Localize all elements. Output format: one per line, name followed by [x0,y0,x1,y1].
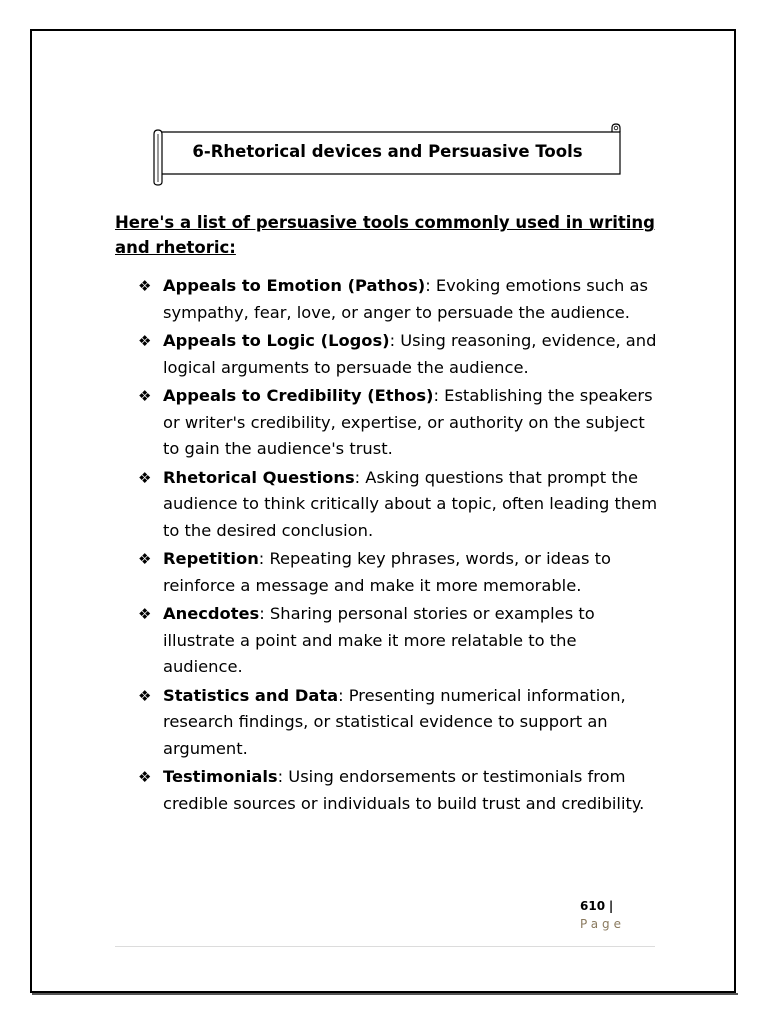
description: : Using endorsements or testimonials from credible sources or individuals to build trust and credibility. [163,767,645,813]
description: : Using reasoning, evidence, and logical arguments to persuade the audience. [163,331,657,377]
diamond-bullet-icon: ❖ [138,768,152,786]
diamond-bullet-icon: ❖ [138,332,152,350]
list-item [138,465,658,545]
term: Testimonials [163,767,278,786]
diamond-bullet-icon: ❖ [138,387,152,405]
intro-heading: Here's a list of persuasive tools commonly used in writing and rhetoric: [115,213,655,257]
list-item [138,546,658,599]
description: : Sharing personal stories or examples to illustrate a point and make it more relatable to the audience. [163,604,595,676]
footer-divider [115,946,655,947]
term: Rhetorical Questions [163,467,355,487]
description: : Establishing the speakers or writer's credibility, expertise, or authority on the subject to gain the audience's trust. [163,386,653,458]
term: Appeals to Logic (Logos) [163,331,390,350]
description: : Presenting numerical information, research findings, or statistical evidence to support an argument. [163,685,626,758]
list-item [138,683,658,763]
term: Anecdotes [163,604,260,623]
term: Appeals to Credibility (Ethos) [163,386,434,405]
page-label: Page [580,917,626,931]
list-item [138,601,658,681]
page-border-shadow [32,993,738,995]
description: : Evoking emotions such as sympathy, fear, love, or anger to persuade the audience. [163,276,648,322]
page-footer [580,897,660,933]
list-item [138,764,658,817]
description: : Repeating key phrases, words, or ideas to reinforce a message and make it more memorable. [163,549,611,595]
diamond-bullet-icon: ❖ [138,605,152,623]
diamond-bullet-icon: ❖ [138,277,152,295]
persuasive-tools-list [138,273,658,819]
title-scroll-banner [150,122,625,188]
page-title: 6-Rhetorical devices and Persuasive Tools [192,142,583,161]
term: Repetition [163,549,259,568]
diamond-bullet-icon: ❖ [138,686,152,705]
description: : Asking questions that prompt the audience to think critically about a topic, often leading them to the desired conclusion. [163,467,658,540]
term: Appeals to Emotion (Pathos) [163,276,426,295]
list-item [138,273,658,326]
list-item [138,328,658,381]
list-item [138,383,658,463]
diamond-bullet-icon: ❖ [138,468,152,487]
footer-separator: | [608,899,614,913]
diamond-bullet-icon: ❖ [138,550,152,568]
page-number: 610 [580,899,606,913]
term: Statistics and Data [163,685,339,705]
